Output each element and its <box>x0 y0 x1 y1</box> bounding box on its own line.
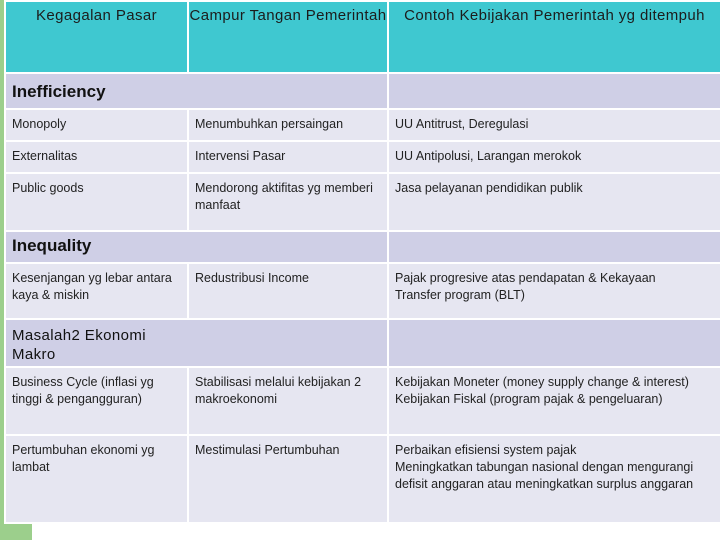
section-title-text: Inequality <box>12 236 92 255</box>
example-line: Jasa pelayanan pendidikan publik <box>395 181 583 195</box>
intervention-cell: Stabilisasi melalui kebijakan 2 makroekonomi <box>188 367 388 435</box>
table-row <box>5 173 720 231</box>
example-line: Kebijakan Fiskal (program pajak & pengeluaran) <box>395 392 663 406</box>
section-row <box>5 73 720 109</box>
cause-cell: Monopoly <box>5 109 188 141</box>
table-row <box>5 263 720 319</box>
intervention-cell: Redustribusi Income <box>188 263 388 319</box>
example-cell <box>388 263 720 319</box>
example-line: Transfer program (BLT) <box>395 288 525 302</box>
cause-cell: Public goods <box>5 173 188 231</box>
section-title-text: Masalah2 Ekonomi Makro <box>12 327 146 363</box>
example-line: UU Antipolusi, Larangan merokok <box>395 149 582 163</box>
example-cell <box>388 109 720 141</box>
example-line: Meningkatkan tabungan nasional dengan mengurangi defisit anggaran atau meningkatkan surplus anggaran <box>395 460 694 491</box>
section-empty-cell <box>388 319 720 367</box>
section-empty-cell <box>388 73 720 109</box>
example-line: Kebijakan Moneter (money supply change & interest) <box>395 375 689 389</box>
section-empty-cell <box>388 231 720 263</box>
intervention-cell: Intervensi Pasar <box>188 141 388 173</box>
section-title <box>5 231 388 263</box>
table-row <box>5 435 720 523</box>
example-cell <box>388 141 720 173</box>
example-line: Perbaikan efisiensi system pajak <box>395 443 577 457</box>
section-title <box>5 319 388 367</box>
example-line: Pajak progresive atas pendapatan & Kekayaan <box>395 271 656 285</box>
cause-cell: Business Cycle (inflasi yg tinggi & pengangguran) <box>5 367 188 435</box>
column-header: Campur Tangan Pemerintah <box>188 1 388 73</box>
column-header: Kegagalan Pasar <box>5 1 188 73</box>
section-row <box>5 319 720 367</box>
intervention-cell: Mendorong aktifitas yg memberi manfaat <box>188 173 388 231</box>
section-title-text: Inefficiency <box>12 82 106 101</box>
section-row <box>5 231 720 263</box>
example-cell <box>388 173 720 231</box>
cause-cell: Kesenjangan yg lebar antara kaya & miskin <box>5 263 188 319</box>
policy-table-container <box>4 0 720 524</box>
cause-cell: Externalitas <box>5 141 188 173</box>
intervention-cell: Menumbuhkan persaingan <box>188 109 388 141</box>
table-row <box>5 367 720 435</box>
cause-cell: Pertumbuhan ekonomi yg lambat <box>5 435 188 523</box>
example-cell <box>388 435 720 523</box>
example-line: UU Antitrust, Deregulasi <box>395 117 529 131</box>
intervention-cell: Mestimulasi Pertumbuhan <box>188 435 388 523</box>
market-failure-table <box>4 0 720 524</box>
section-title <box>5 73 388 109</box>
column-header: Contoh Kebijakan Pemerintah yg ditempuh <box>388 1 720 73</box>
header-row <box>5 1 720 73</box>
example-cell <box>388 367 720 435</box>
table-row <box>5 141 720 173</box>
table-row <box>5 109 720 141</box>
